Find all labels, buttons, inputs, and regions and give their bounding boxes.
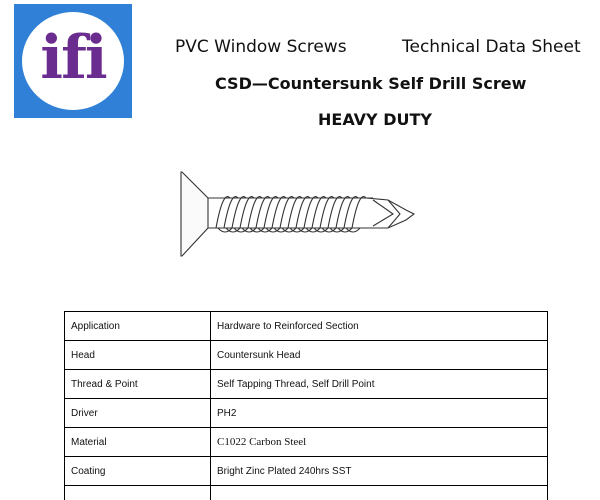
header-document-type: Technical Data Sheet — [402, 37, 581, 57]
spec-label-driver: Driver — [65, 399, 211, 428]
table-cell — [211, 486, 548, 500]
page-subtitle: HEAVY DUTY — [300, 110, 450, 129]
table-row — [65, 341, 548, 370]
page-title: CSD—Countersunk Self Drill Screw — [215, 74, 525, 93]
spec-table — [64, 311, 548, 500]
table-row — [65, 370, 548, 399]
spec-label-material: Material — [65, 428, 211, 457]
spec-value-coating: Bright Zinc Plated 240hrs SST — [211, 457, 548, 486]
table-row — [65, 399, 548, 428]
logo-text: ifi — [14, 18, 132, 98]
spec-label-thread-point: Thread & Point — [65, 370, 211, 399]
spec-value-head: Countersunk Head — [211, 341, 548, 370]
spec-label-head: Head — [65, 341, 211, 370]
table-row — [65, 312, 548, 341]
spec-label-coating: Coating — [65, 457, 211, 486]
spec-value-thread-point: Self Tapping Thread, Self Drill Point — [211, 370, 548, 399]
table-row — [65, 486, 548, 500]
spec-label-application: Application — [65, 312, 211, 341]
spec-value-application: Hardware to Reinforced Section — [211, 312, 548, 341]
table-cell — [65, 486, 211, 500]
header-product-category: PVC Window Screws — [175, 37, 347, 57]
screw-drawing — [178, 170, 418, 260]
table-row — [65, 428, 548, 457]
ifi-logo — [14, 4, 132, 118]
spec-value-driver: PH2 — [211, 399, 548, 428]
table-row — [65, 457, 548, 486]
spec-value-material: C1022 Carbon Steel — [211, 428, 548, 457]
